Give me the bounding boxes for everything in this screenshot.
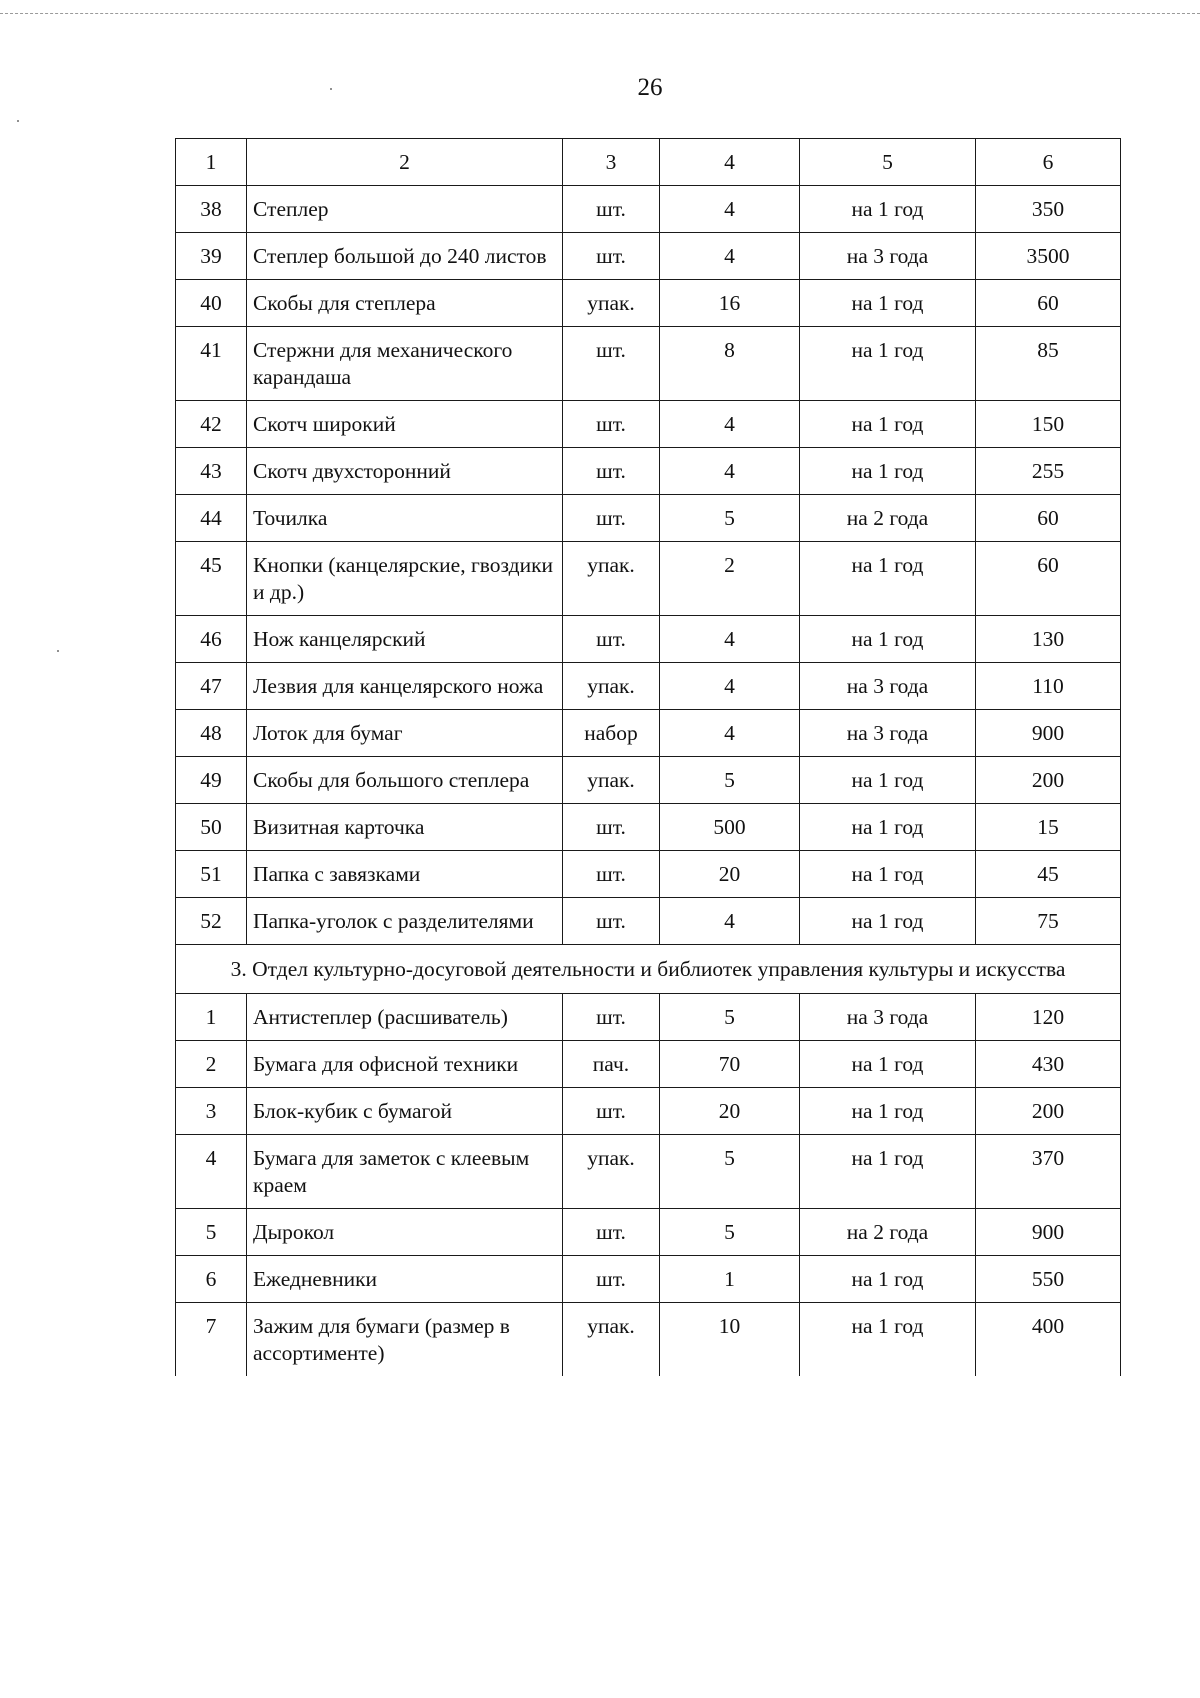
quantity-cell: 8 bbox=[660, 327, 800, 401]
page-number: 26 bbox=[637, 74, 663, 101]
quantity-cell: 10 bbox=[660, 1303, 800, 1377]
table-row bbox=[176, 495, 1121, 542]
unit-cell: шт. bbox=[563, 495, 660, 542]
table-row bbox=[176, 401, 1121, 448]
quantity-cell: 4 bbox=[660, 710, 800, 757]
quantity-cell: 4 bbox=[660, 616, 800, 663]
row-number-cell: 5 bbox=[176, 1209, 247, 1256]
unit-cell: упак. bbox=[563, 280, 660, 327]
price-cell: 350 bbox=[976, 186, 1121, 233]
price-cell: 200 bbox=[976, 1088, 1121, 1135]
header-cell: 2 bbox=[247, 139, 563, 186]
unit-cell: шт. bbox=[563, 898, 660, 945]
row-number-cell: 7 bbox=[176, 1303, 247, 1377]
term-cell: на 1 год bbox=[800, 851, 976, 898]
term-cell: на 1 год bbox=[800, 1041, 976, 1088]
quantity-cell: 2 bbox=[660, 542, 800, 616]
row-number-cell: 50 bbox=[176, 804, 247, 851]
supplies-table bbox=[175, 138, 1121, 1376]
term-cell: на 1 год bbox=[800, 448, 976, 495]
price-cell: 15 bbox=[976, 804, 1121, 851]
term-cell: на 1 год bbox=[800, 898, 976, 945]
quantity-cell: 5 bbox=[660, 495, 800, 542]
section-heading-row bbox=[176, 945, 1121, 994]
item-name-cell: Блок-кубик с бумагой bbox=[247, 1088, 563, 1135]
price-cell: 200 bbox=[976, 757, 1121, 804]
row-number-cell: 52 bbox=[176, 898, 247, 945]
table-row bbox=[176, 186, 1121, 233]
item-name-cell: Кнопки (канцелярские, гвоздики и др.) bbox=[247, 542, 563, 616]
row-number-cell: 38 bbox=[176, 186, 247, 233]
price-cell: 85 bbox=[976, 327, 1121, 401]
table-row bbox=[176, 851, 1121, 898]
price-cell: 110 bbox=[976, 663, 1121, 710]
row-number-cell: 43 bbox=[176, 448, 247, 495]
table-row bbox=[176, 616, 1121, 663]
rows-after-section bbox=[176, 994, 1121, 1377]
term-cell: на 3 года bbox=[800, 994, 976, 1041]
item-name-cell: Нож канцелярский bbox=[247, 616, 563, 663]
item-name-cell: Точилка bbox=[247, 495, 563, 542]
price-cell: 120 bbox=[976, 994, 1121, 1041]
header-cell: 1 bbox=[176, 139, 247, 186]
item-name-cell: Зажим для бумаги (размер в ассортименте) bbox=[247, 1303, 563, 1377]
header-row bbox=[176, 139, 1121, 186]
term-cell: на 1 год bbox=[800, 542, 976, 616]
term-cell: на 1 год bbox=[800, 280, 976, 327]
unit-cell: шт. bbox=[563, 401, 660, 448]
unit-cell: упак. bbox=[563, 663, 660, 710]
table-row bbox=[176, 1088, 1121, 1135]
term-cell: на 3 года bbox=[800, 663, 976, 710]
table-row bbox=[176, 994, 1121, 1041]
price-cell: 60 bbox=[976, 280, 1121, 327]
scan-speck bbox=[330, 88, 332, 90]
quantity-cell: 5 bbox=[660, 994, 800, 1041]
item-name-cell: Степлер bbox=[247, 186, 563, 233]
unit-cell: шт. bbox=[563, 616, 660, 663]
header-cell: 5 bbox=[800, 139, 976, 186]
item-name-cell: Визитная карточка bbox=[247, 804, 563, 851]
item-name-cell: Лезвия для канцелярского ножа bbox=[247, 663, 563, 710]
price-cell: 60 bbox=[976, 542, 1121, 616]
quantity-cell: 4 bbox=[660, 663, 800, 710]
table-row bbox=[176, 280, 1121, 327]
quantity-cell: 20 bbox=[660, 851, 800, 898]
row-number-cell: 1 bbox=[176, 994, 247, 1041]
table-row bbox=[176, 1209, 1121, 1256]
price-cell: 400 bbox=[976, 1303, 1121, 1377]
item-name-cell: Лоток для бумаг bbox=[247, 710, 563, 757]
table-row bbox=[176, 1041, 1121, 1088]
table-row bbox=[176, 898, 1121, 945]
price-cell: 150 bbox=[976, 401, 1121, 448]
row-number-cell: 51 bbox=[176, 851, 247, 898]
row-number-cell: 41 bbox=[176, 327, 247, 401]
item-name-cell: Дырокол bbox=[247, 1209, 563, 1256]
term-cell: на 1 год bbox=[800, 757, 976, 804]
term-cell: на 1 год bbox=[800, 327, 976, 401]
term-cell: на 1 год bbox=[800, 186, 976, 233]
quantity-cell: 5 bbox=[660, 757, 800, 804]
table-row bbox=[176, 757, 1121, 804]
table-row bbox=[176, 710, 1121, 757]
item-name-cell: Скобы для большого степлера bbox=[247, 757, 563, 804]
quantity-cell: 4 bbox=[660, 448, 800, 495]
item-name-cell: Стержни для механического карандаша bbox=[247, 327, 563, 401]
row-number-cell: 45 bbox=[176, 542, 247, 616]
unit-cell: шт. bbox=[563, 448, 660, 495]
rows-before-section bbox=[176, 186, 1121, 945]
term-cell: на 2 года bbox=[800, 1209, 976, 1256]
section-title: 3. Отдел культурно-досуговой деятельности и библиотек управления культуры и искусства bbox=[176, 945, 1121, 994]
unit-cell: пач. bbox=[563, 1041, 660, 1088]
quantity-cell: 4 bbox=[660, 186, 800, 233]
price-cell: 45 bbox=[976, 851, 1121, 898]
price-cell: 900 bbox=[976, 1209, 1121, 1256]
row-number-cell: 2 bbox=[176, 1041, 247, 1088]
row-number-cell: 6 bbox=[176, 1256, 247, 1303]
item-name-cell: Ежедневники bbox=[247, 1256, 563, 1303]
unit-cell: шт. bbox=[563, 233, 660, 280]
price-cell: 430 bbox=[976, 1041, 1121, 1088]
quantity-cell: 70 bbox=[660, 1041, 800, 1088]
unit-cell: набор bbox=[563, 710, 660, 757]
price-cell: 3500 bbox=[976, 233, 1121, 280]
table-row bbox=[176, 542, 1121, 616]
row-number-cell: 46 bbox=[176, 616, 247, 663]
unit-cell: упак. bbox=[563, 757, 660, 804]
quantity-cell: 1 bbox=[660, 1256, 800, 1303]
item-name-cell: Скотч двухсторонний bbox=[247, 448, 563, 495]
price-cell: 255 bbox=[976, 448, 1121, 495]
row-number-cell: 49 bbox=[176, 757, 247, 804]
table-row bbox=[176, 1135, 1121, 1209]
unit-cell: упак. bbox=[563, 1303, 660, 1377]
item-name-cell: Степлер большой до 240 листов bbox=[247, 233, 563, 280]
term-cell: на 1 год bbox=[800, 1303, 976, 1377]
item-name-cell: Антистеплер (расшиватель) bbox=[247, 994, 563, 1041]
quantity-cell: 500 bbox=[660, 804, 800, 851]
item-name-cell: Бумага для офисной техники bbox=[247, 1041, 563, 1088]
row-number-cell: 42 bbox=[176, 401, 247, 448]
row-number-cell: 39 bbox=[176, 233, 247, 280]
scan-speck bbox=[57, 650, 59, 652]
quantity-cell: 16 bbox=[660, 280, 800, 327]
term-cell: на 2 года bbox=[800, 495, 976, 542]
header-cell: 3 bbox=[563, 139, 660, 186]
item-name-cell: Скобы для степлера bbox=[247, 280, 563, 327]
table-row bbox=[176, 327, 1121, 401]
unit-cell: шт. bbox=[563, 1088, 660, 1135]
term-cell: на 1 год bbox=[800, 1256, 976, 1303]
quantity-cell: 5 bbox=[660, 1135, 800, 1209]
table-row bbox=[176, 1256, 1121, 1303]
row-number-cell: 4 bbox=[176, 1135, 247, 1209]
term-cell: на 1 год bbox=[800, 1135, 976, 1209]
term-cell: на 1 год bbox=[800, 1088, 976, 1135]
header-cell: 4 bbox=[660, 139, 800, 186]
table-row bbox=[176, 804, 1121, 851]
term-cell: на 3 года bbox=[800, 710, 976, 757]
unit-cell: упак. bbox=[563, 1135, 660, 1209]
price-cell: 900 bbox=[976, 710, 1121, 757]
term-cell: на 3 года bbox=[800, 233, 976, 280]
table-row bbox=[176, 1303, 1121, 1377]
unit-cell: шт. bbox=[563, 851, 660, 898]
price-cell: 550 bbox=[976, 1256, 1121, 1303]
scan-top-edge bbox=[0, 13, 1200, 14]
row-number-cell: 47 bbox=[176, 663, 247, 710]
term-cell: на 1 год bbox=[800, 616, 976, 663]
quantity-cell: 5 bbox=[660, 1209, 800, 1256]
unit-cell: шт. bbox=[563, 804, 660, 851]
quantity-cell: 4 bbox=[660, 233, 800, 280]
quantity-cell: 20 bbox=[660, 1088, 800, 1135]
term-cell: на 1 год bbox=[800, 401, 976, 448]
price-cell: 75 bbox=[976, 898, 1121, 945]
row-number-cell: 40 bbox=[176, 280, 247, 327]
row-number-cell: 3 bbox=[176, 1088, 247, 1135]
scan-speck bbox=[17, 120, 19, 122]
quantity-cell: 4 bbox=[660, 401, 800, 448]
unit-cell: упак. bbox=[563, 542, 660, 616]
item-name-cell: Скотч широкий bbox=[247, 401, 563, 448]
unit-cell: шт. bbox=[563, 994, 660, 1041]
item-name-cell: Бумага для заметок с клеевым краем bbox=[247, 1135, 563, 1209]
row-number-cell: 44 bbox=[176, 495, 247, 542]
unit-cell: шт. bbox=[563, 327, 660, 401]
table-row bbox=[176, 233, 1121, 280]
price-cell: 60 bbox=[976, 495, 1121, 542]
quantity-cell: 4 bbox=[660, 898, 800, 945]
header-cell: 6 bbox=[976, 139, 1121, 186]
price-cell: 370 bbox=[976, 1135, 1121, 1209]
table-row bbox=[176, 663, 1121, 710]
item-name-cell: Папка-уголок с разделителями bbox=[247, 898, 563, 945]
unit-cell: шт. bbox=[563, 186, 660, 233]
row-number-cell: 48 bbox=[176, 710, 247, 757]
table-row bbox=[176, 448, 1121, 495]
unit-cell: шт. bbox=[563, 1209, 660, 1256]
unit-cell: шт. bbox=[563, 1256, 660, 1303]
price-cell: 130 bbox=[976, 616, 1121, 663]
term-cell: на 1 год bbox=[800, 804, 976, 851]
item-name-cell: Папка с завязками bbox=[247, 851, 563, 898]
